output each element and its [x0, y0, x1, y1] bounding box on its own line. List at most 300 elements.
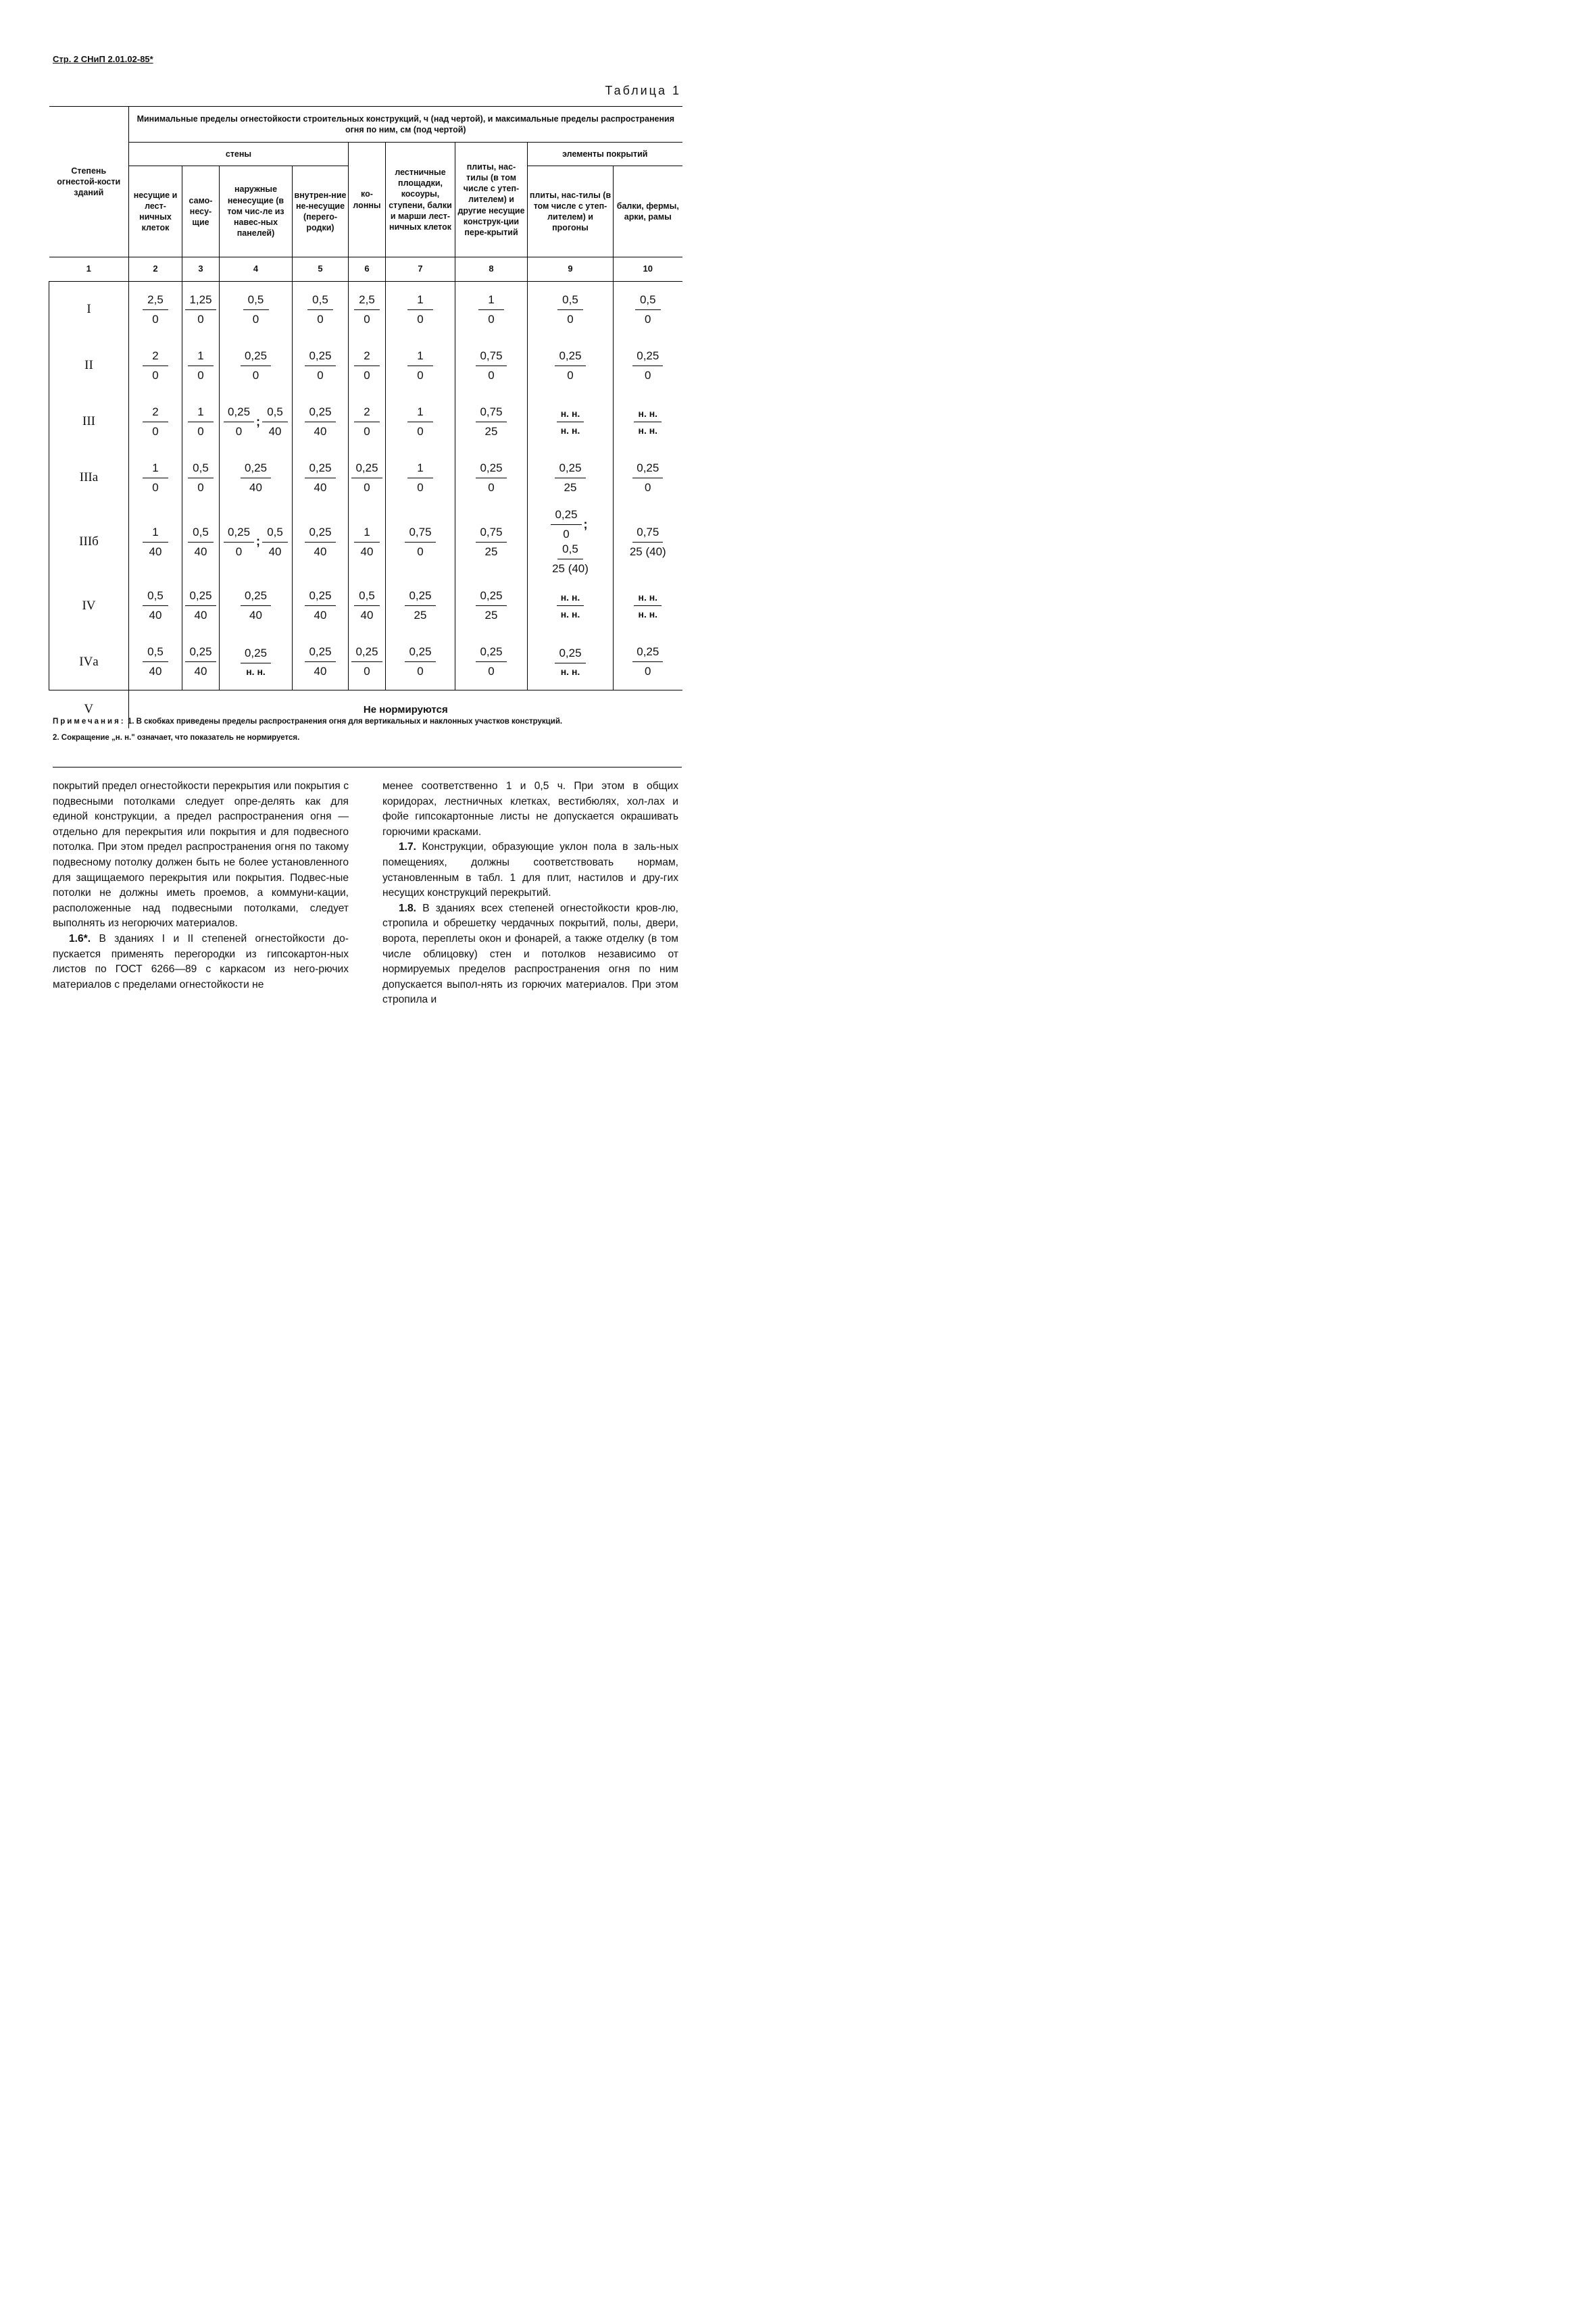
fraction-value: [478, 293, 504, 327]
clause-text: В зданиях I и II степеней огнестойкости до-пускается применять перегородки из гипсокартон-ных листов по ГОСТ 6266—89 с каркасом из него-рючих материалов с пределами огнестойкости не: [53, 932, 349, 990]
fire-resistance-hours: 0,25: [476, 645, 506, 662]
flame-spread-cm: 40: [314, 665, 327, 678]
fraction-value: [476, 461, 506, 495]
value-cell: [220, 450, 293, 506]
column-number-row: [49, 257, 682, 282]
fire-resistance-hours: н. н.: [557, 591, 584, 606]
fraction-value: [354, 349, 380, 383]
fire-resistance-hours: 1: [407, 349, 433, 366]
fire-resistance-hours: 0,25: [476, 588, 506, 606]
separator-line: [53, 767, 682, 768]
fraction-value: [354, 405, 380, 439]
table-row: [49, 282, 682, 338]
value-cell: [386, 506, 455, 578]
fire-resistance-hours: 1: [407, 293, 433, 310]
subheader-c4: наружные ненесущие (в том чис-ле из навес-ных панелей): [220, 166, 293, 257]
fire-resistance-hours: 1,25: [185, 293, 216, 310]
clause-number: 1.7.: [399, 841, 417, 853]
value-cell: [614, 282, 682, 338]
subheader-c5: внутрен-ние не-несущие (перего-родки): [293, 166, 349, 257]
flame-spread-cm: 0: [317, 369, 324, 382]
value-cell: [129, 506, 182, 578]
table-row: [49, 634, 682, 690]
value-cell: [220, 394, 293, 450]
value-cell: [129, 578, 182, 634]
flame-spread-cm: 0: [563, 528, 570, 541]
flame-spread-cm: н. н.: [560, 609, 580, 620]
fraction-value: [224, 405, 254, 439]
fraction-value: [555, 646, 585, 678]
value-cell: [182, 634, 220, 690]
fire-resistance-hours: 0,5: [143, 645, 168, 662]
fraction-value: [405, 525, 435, 559]
value-cell: [129, 282, 182, 338]
fire-resistance-hours: 1: [188, 349, 214, 366]
flame-spread-cm: 0: [417, 481, 424, 494]
value-cell: [528, 450, 614, 506]
fire-resistance-hours: 0,25: [241, 646, 271, 663]
column-number: 2: [129, 257, 182, 282]
flame-spread-cm: 0: [567, 313, 574, 326]
fire-resistance-hours: 0,25: [632, 461, 663, 478]
fire-resistance-hours: 0,25: [305, 525, 335, 543]
subheader-c3: само-несу-щие: [182, 166, 220, 257]
fraction-value: [185, 645, 216, 679]
flame-spread-cm: 0: [488, 313, 495, 326]
fire-resistance-hours: 1: [354, 525, 380, 543]
notes-label: Примечания:: [53, 718, 126, 726]
fire-resistance-hours: 0,25: [241, 461, 271, 478]
fraction-value: [555, 461, 585, 495]
flame-spread-cm: 25: [564, 481, 577, 494]
fire-resistance-hours: 0,25: [551, 507, 581, 525]
flame-spread-cm: 0: [197, 369, 204, 382]
column-number: 6: [349, 257, 386, 282]
fire-resistance-hours: н. н.: [634, 407, 662, 422]
degree-cell: IIIа: [49, 450, 129, 506]
value-cell: [182, 394, 220, 450]
fire-resistance-hours: 0,5: [262, 405, 288, 422]
flame-spread-cm: 40: [268, 425, 282, 438]
flame-spread-cm: 0: [152, 481, 159, 494]
fire-resistance-hours: 0,5: [557, 542, 583, 559]
fraction-value: [634, 591, 662, 620]
column-number: 4: [220, 257, 293, 282]
flame-spread-cm: 0: [645, 665, 651, 678]
flame-spread-cm: 0: [252, 313, 259, 326]
flame-spread-cm: 0: [417, 313, 424, 326]
body-column-left: [53, 779, 349, 992]
fire-resistance-hours: 0,25: [632, 645, 663, 662]
value-cell: [528, 394, 614, 450]
fire-resistance-hours: 0,25: [305, 645, 335, 662]
value-cell: [614, 634, 682, 690]
value-cell: [349, 578, 386, 634]
fire-resistance-hours: 1: [407, 461, 433, 478]
table-row: [49, 506, 682, 578]
fire-resistance-hours: 0,5: [143, 588, 168, 606]
value-cell: [293, 450, 349, 506]
fraction-value: [188, 461, 214, 495]
flame-spread-cm: 0: [488, 481, 495, 494]
degree-cell: IVа: [49, 634, 129, 690]
fraction-value: [188, 349, 214, 383]
flame-spread-cm: 40: [314, 481, 327, 494]
paragraph-1-7: [382, 840, 678, 901]
fire-resistance-hours: 0,75: [476, 525, 506, 543]
fraction-value: [476, 525, 506, 559]
fraction-value: [305, 645, 335, 679]
flame-spread-cm: н. н.: [638, 609, 658, 620]
table-body: [49, 282, 682, 690]
flame-spread-cm: 0: [417, 665, 424, 678]
fraction-value: [188, 405, 214, 439]
value-cell: [386, 394, 455, 450]
fraction-value: [305, 405, 335, 439]
table-row: [49, 338, 682, 394]
fraction-value: [143, 461, 168, 495]
fire-resistance-hours: 1: [188, 405, 214, 422]
fire-resistance-hours: 0,25: [555, 461, 585, 478]
fraction-value: [405, 645, 435, 679]
fraction-value: [551, 507, 581, 542]
fire-resistance-hours: 0,25: [241, 349, 271, 366]
flame-spread-cm: 25: [484, 425, 498, 438]
value-cell: [455, 634, 528, 690]
fraction-value: [557, 293, 583, 327]
fraction-value: [307, 293, 333, 327]
value-cell: [614, 506, 682, 578]
flame-spread-cm: 25: [484, 609, 498, 622]
fraction-value: [351, 461, 382, 495]
subheader-c7: лестничные площадки, косоуры, ступени, балки и марши лест-ничных клеток: [386, 143, 455, 257]
column-number: 8: [455, 257, 528, 282]
degree-cell: IV: [49, 578, 129, 634]
paragraph-1-6: [53, 932, 349, 992]
fire-resistance-hours: 0,25: [185, 645, 216, 662]
fire-resistance-hours: 0,25: [555, 349, 585, 366]
flame-spread-cm: 0: [235, 425, 243, 438]
fraction-value: [476, 405, 506, 439]
degree-cell: I: [49, 282, 129, 338]
flame-spread-cm: 40: [149, 609, 162, 622]
fire-resistance-hours: 2,5: [354, 293, 380, 310]
not-normalized-cell: Не нормируются: [129, 690, 682, 729]
subheader-c9: плиты, нас-тилы (в том числе с утеп-лителем) и прогоны: [528, 166, 614, 257]
fire-resistance-hours: 0,5: [307, 293, 333, 310]
value-cell: [129, 394, 182, 450]
fraction-value: [354, 293, 380, 327]
paragraph-1-8: [382, 901, 678, 1008]
fire-resistance-hours: 2,5: [143, 293, 168, 310]
flame-spread-cm: 40: [194, 609, 207, 622]
fraction-value: [476, 349, 506, 383]
fraction-value: [555, 349, 585, 383]
value-cell: [614, 578, 682, 634]
flame-spread-cm: 0: [417, 425, 424, 438]
fire-resistance-hours: 0,75: [476, 405, 506, 422]
fraction-value: [262, 405, 288, 439]
fire-resistance-hours: 0,25: [224, 525, 254, 543]
value-cell: [528, 634, 614, 690]
column-number: 10: [614, 257, 682, 282]
fire-resistance-hours: 0,25: [405, 588, 435, 606]
fire-resistance-hours: 0,25: [632, 349, 663, 366]
fire-resistance-hours: 0,25: [476, 461, 506, 478]
fire-resistance-hours: 0,75: [405, 525, 435, 543]
value-cell: [455, 282, 528, 338]
value-cell: [129, 634, 182, 690]
fraction-value: [243, 293, 269, 327]
value-cell: [220, 578, 293, 634]
value-cell: [293, 282, 349, 338]
flame-spread-cm: 40: [360, 545, 374, 558]
flame-spread-cm: н. н.: [560, 425, 580, 436]
flame-spread-cm: 0: [488, 665, 495, 678]
fire-resistance-hours: 0,25: [241, 588, 271, 606]
value-cell: [614, 450, 682, 506]
value-cell: [129, 338, 182, 394]
fire-resistance-hours: н. н.: [557, 407, 584, 422]
fraction-value: [305, 461, 335, 495]
fraction-value: [143, 293, 168, 327]
value-cell: [455, 394, 528, 450]
flame-spread-cm: 40: [314, 425, 327, 438]
separator: ;: [583, 517, 588, 531]
column-number: 5: [293, 257, 349, 282]
fraction-value: [476, 588, 506, 623]
fraction-value: [407, 349, 433, 383]
value-cell: [293, 634, 349, 690]
value-cell: [293, 394, 349, 450]
fire-resistance-hours: 0,75: [632, 525, 663, 543]
fraction-value: [557, 407, 584, 436]
clause-text: Конструкции, образующие уклон пола в заль-ных помещениях, должны соответствовать нормам, установленным в табл. 1 для плит, настилов и дру-гих несущих конструкций перекрытий.: [382, 841, 678, 899]
fraction-value: [476, 645, 506, 679]
fraction-value: [635, 293, 661, 327]
value-cell: [129, 450, 182, 506]
fire-resistance-hours: 2: [143, 405, 168, 422]
fraction-value: [143, 405, 168, 439]
fraction-value: [405, 588, 435, 623]
fire-resistance-hours: 0,25: [224, 405, 254, 422]
fraction-value: [143, 525, 168, 559]
fire-resistance-hours: 1: [478, 293, 504, 310]
fraction-value: [241, 588, 271, 623]
fraction-value: [143, 588, 168, 623]
fraction-value: [224, 525, 254, 559]
fire-resistance-hours: 0,25: [185, 588, 216, 606]
flame-spread-cm: 0: [252, 369, 259, 382]
value-cell: [349, 394, 386, 450]
fraction-value: [632, 349, 663, 383]
flame-spread-cm: 40: [149, 665, 162, 678]
flame-spread-cm: 40: [314, 545, 327, 558]
flame-spread-cm: 0: [364, 313, 370, 326]
fraction-value: [407, 461, 433, 495]
flame-spread-cm: 0: [235, 545, 243, 558]
flame-spread-cm: 25 (40): [629, 545, 666, 558]
value-cell: [528, 506, 614, 578]
flame-spread-cm: 0: [645, 369, 651, 382]
value-cell: [386, 338, 455, 394]
flame-spread-cm: 0: [488, 369, 495, 382]
degree-cell: IIIб: [49, 506, 129, 578]
fire-resistance-hours: 0,5: [262, 525, 288, 543]
fire-resistance-hours: 0,5: [188, 525, 214, 543]
value-cell: [349, 634, 386, 690]
fraction-value: [407, 405, 433, 439]
flame-spread-cm: 0: [152, 313, 159, 326]
fraction-value: [262, 525, 288, 559]
flame-spread-cm: 0: [317, 313, 324, 326]
fraction-value: [185, 293, 216, 327]
fire-resistance-hours: н. н.: [634, 591, 662, 606]
value-cell: [386, 578, 455, 634]
value-cell: [220, 634, 293, 690]
value-cell: [455, 578, 528, 634]
flame-spread-cm: 40: [194, 665, 207, 678]
flame-spread-cm: 0: [152, 369, 159, 382]
fraction-value: [548, 542, 593, 576]
value-cell: [293, 578, 349, 634]
fraction-value: [407, 293, 433, 327]
value-cell: [349, 282, 386, 338]
flame-spread-cm: н. н.: [560, 666, 580, 678]
fraction-value: [241, 461, 271, 495]
value-cell: [528, 282, 614, 338]
value-cell: [386, 450, 455, 506]
fire-resistance-table: [49, 106, 682, 728]
subheader-c6: ко-лонны: [349, 143, 386, 257]
value-cell: [182, 450, 220, 506]
fraction-value: [626, 525, 670, 559]
table-caption: Таблица 1: [605, 84, 681, 97]
flame-spread-cm: 25: [484, 545, 498, 558]
subheader-c2: несущие и лест-ничных клеток: [129, 166, 182, 257]
flame-spread-cm: 0: [417, 545, 424, 558]
fire-resistance-hours: 0,5: [635, 293, 661, 310]
value-cell: [528, 578, 614, 634]
fire-resistance-hours: 1: [143, 461, 168, 478]
fire-resistance-hours: 2: [354, 349, 380, 366]
clause-number: 1.8.: [399, 902, 417, 914]
value-cell: [293, 338, 349, 394]
table-notes: [53, 716, 682, 745]
flame-spread-cm: 40: [194, 545, 207, 558]
fraction-value: [143, 645, 168, 679]
page-header: Стр. 2 СНиП 2.01.02-85*: [53, 54, 153, 64]
note-1: 1. В скобках приведены пределы распространения огня для вертикальных и наклонных участков конструкций.: [127, 718, 563, 726]
table-row: [49, 394, 682, 450]
flame-spread-cm: 0: [645, 481, 651, 494]
flame-spread-cm: 40: [149, 545, 162, 558]
fire-resistance-hours: 0,5: [188, 461, 214, 478]
value-cell: [182, 578, 220, 634]
column-number: 9: [528, 257, 614, 282]
fraction-value: [354, 588, 380, 623]
flame-spread-cm: н. н.: [246, 666, 266, 678]
body-column-right: [382, 779, 678, 1008]
value-cell: [614, 338, 682, 394]
fraction-value: [305, 588, 335, 623]
flame-spread-cm: 0: [567, 369, 574, 382]
value-cell: [349, 338, 386, 394]
table-row: [49, 450, 682, 506]
note-2: 2. Сокращение „н. н." означает, что показатель не нормируется.: [53, 733, 300, 742]
value-cell: [614, 394, 682, 450]
degree-cell: II: [49, 338, 129, 394]
fraction-value: [632, 461, 663, 495]
value-cell: [455, 338, 528, 394]
clause-number: 1.6*.: [69, 932, 91, 945]
fraction-value: [632, 645, 663, 679]
subheader-c8: плиты, нас-тилы (в том числе с утеп-лителем) и другие несущие конструк-ции пере-крытий: [455, 143, 528, 257]
column-number: 1: [49, 257, 129, 282]
value-cell: [528, 338, 614, 394]
value-cell: [182, 338, 220, 394]
roof-group-header: элементы покрытий: [528, 143, 682, 166]
flame-spread-cm: 0: [364, 369, 370, 382]
value-cell: [293, 506, 349, 578]
flame-spread-cm: 0: [197, 313, 204, 326]
value-cell: [220, 338, 293, 394]
fire-resistance-hours: 0,25: [555, 646, 585, 663]
fraction-value: [185, 588, 216, 623]
fire-resistance-hours: 1: [143, 525, 168, 543]
flame-spread-cm: 0: [197, 425, 204, 438]
flame-spread-cm: 25: [414, 609, 427, 622]
value-cell: [349, 450, 386, 506]
fraction-value: [557, 591, 584, 620]
fire-resistance-hours: 2: [143, 349, 168, 366]
table-row: [49, 578, 682, 634]
fire-resistance-hours: 0,25: [305, 588, 335, 606]
value-cell: [349, 506, 386, 578]
fire-resistance-hours: 0,25: [305, 405, 335, 422]
fire-resistance-hours: 0,25: [305, 461, 335, 478]
clause-text: В зданиях всех степеней огнестойкости кров-лю, стропила и обрешетку чердачных покрытий, полы, двери, ворота, переплеты окон и фонарей, а также отделку (в том числе облицовку) стен и потолков независимо от нормируемых пределов распространения огня по ним допускается выпол-нять из горючих материалов. При этом стропила и: [382, 902, 678, 1006]
flame-spread-cm: 0: [417, 369, 424, 382]
fire-resistance-hours: 0,25: [351, 461, 382, 478]
flame-spread-cm: 0: [364, 425, 370, 438]
degree-cell: III: [49, 394, 129, 450]
flame-spread-cm: 40: [314, 609, 327, 622]
fraction-value: [143, 349, 168, 383]
fire-resistance-hours: 0,25: [305, 349, 335, 366]
fraction-value: [354, 525, 380, 559]
value-cell: [455, 506, 528, 578]
flame-spread-cm: 0: [152, 425, 159, 438]
value-cell: [386, 282, 455, 338]
value-cell: [220, 506, 293, 578]
flame-spread-cm: 40: [249, 481, 262, 494]
flame-spread-cm: 40: [249, 609, 262, 622]
flame-spread-cm: н. н.: [638, 425, 658, 436]
degree-cell: V: [49, 690, 129, 729]
fraction-value: [241, 646, 271, 678]
value-cell: [386, 634, 455, 690]
value-cell: [455, 450, 528, 506]
fraction-value: [188, 525, 214, 559]
main-header: Минимальные пределы огнестойкости строительных конструкций, ч (над чертой), и максимальные пределы распространения огня по ним, см (под чертой): [129, 107, 682, 143]
fire-resistance-hours: 0,25: [351, 645, 382, 662]
fraction-value: [634, 407, 662, 436]
paragraph: менее соответственно 1 и 0,5 ч. При этом в общих коридорах, лестничных клетках, вестибюлях, хол-лах и фойе гипсокартонные листы не допускается окрашивать горючими красками.: [382, 780, 678, 838]
fraction-value: [305, 525, 335, 559]
flame-spread-cm: 0: [364, 481, 370, 494]
fire-resistance-hours: 2: [354, 405, 380, 422]
